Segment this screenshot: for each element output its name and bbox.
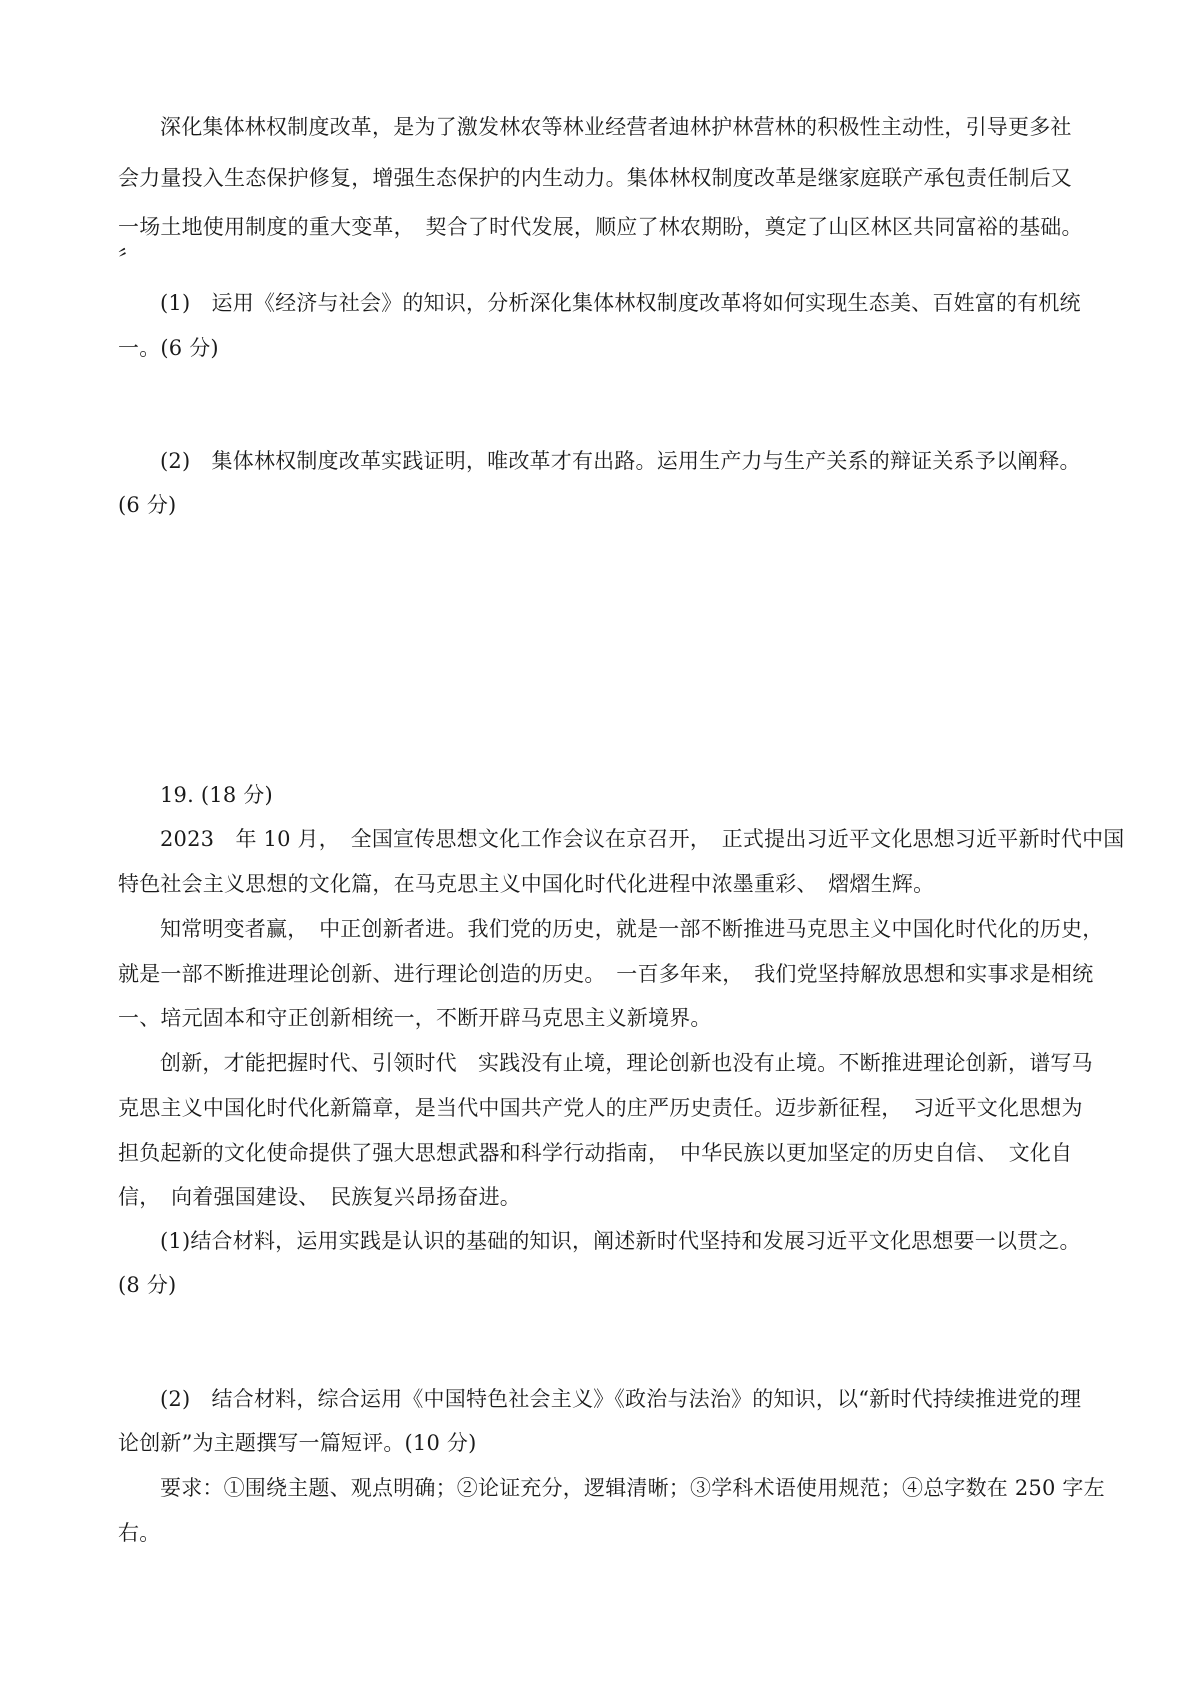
question-19-heading: 19. (18 分) <box>160 783 273 807</box>
question-2-line-2: (6 分) <box>118 493 177 517</box>
material-line-1: 深化集体林权制度改革，是为了激发林农等林业经营者迪林护林营林的积极性主动性，引导更多社 <box>160 115 1072 139</box>
q19-paragraph-3-line-3: 担负起新的文化使命提供了强大思想武器和科学行动指南， 中华民族以更加坚定的历史自信、 文化自 <box>118 1141 1073 1165</box>
q19-paragraph-3-line-4: 信， 向着强国建设、 民族复兴昂扬奋进。 <box>118 1185 521 1209</box>
q19-question-2-line-1: (2) 结合材料，综合运用《中国特色社会主义》《政治与法治》的知识，以“新时代持续推进党的理 <box>160 1387 1082 1411</box>
q19-requirements-line-2: 右。 <box>118 1521 161 1545</box>
question-1-line-1: (1) 运用《经济与社会》的知识，分析深化集体林权制度改革将如何实现生态美、百姓富的有机统 <box>160 291 1081 315</box>
q19-paragraph-2-line-2: 就是一部不断推进理论创新、进行理论创造的历史。 一百多年来， 我们党坚持解放思想和实事求是相统 <box>118 962 1094 986</box>
closing-quote-mark: 〞 <box>118 248 141 273</box>
q19-question-1-line-1: (1)结合材料，运用实践是认识的基础的知识，阐述新时代坚持和发展习近平文化思想要一以贯之。 <box>160 1229 1081 1253</box>
q19-question-1-line-2: (8 分) <box>118 1273 177 1297</box>
q19-paragraph-2-line-1: 知常明变者赢， 中正创新者进。我们党的历史，就是一部不断推进马克思主义中国化时代化的历史， <box>160 917 1104 941</box>
q19-paragraph-3-line-2: 克思主义中国化时代化新篇章，是当代中国共产党人的庄严历史责任。迈步新征程， 习近平文化思想为 <box>118 1096 1083 1120</box>
q19-paragraph-2-line-3: 一、培元固本和守正创新相统一，不断开辟马克思主义新境界。 <box>118 1006 712 1030</box>
material-line-3: 一场土地使用制度的重大变革， 契合了时代发展，顺应了林农期盼，奠定了山区林区共同富裕的基础。 <box>118 215 1083 239</box>
q19-paragraph-1-line-2: 特色社会主义思想的文化篇，在马克思主义中国化时代化进程中浓墨重彩、 熠熠生辉。 <box>118 872 935 896</box>
q19-question-2-line-2: 论创新”为主题撰写一篇短评。(10 分) <box>118 1431 477 1455</box>
material-line-2: 会力量投入生态保护修复，增强生态保护的内生动力。集体林权制度改革是继家庭联产承包责任制后又 <box>118 166 1072 190</box>
question-1-line-2: 一。(6 分) <box>118 336 219 360</box>
q19-paragraph-1-line-1: 2023 年 10 月， 全国宣传思想文化工作会议在京召开， 正式提出习近平文化思想习近平新时代中国 <box>160 827 1125 851</box>
q19-requirements-line-1: 要求：①围绕主题、观点明确；②论证充分，逻辑清晰；③学科术语使用规范；④总字数在 250 字左 <box>160 1476 1105 1500</box>
question-2-line-1: (2) 集体林权制度改革实践证明，唯改革才有出路。运用生产力与生产关系的辩证关系予以阐释。 <box>160 449 1081 473</box>
q19-paragraph-3-line-1: 创新，才能把握时代、引领时代 实践没有止境，理论创新也没有止境。不断推进理论创新，谱写马 <box>160 1051 1093 1075</box>
